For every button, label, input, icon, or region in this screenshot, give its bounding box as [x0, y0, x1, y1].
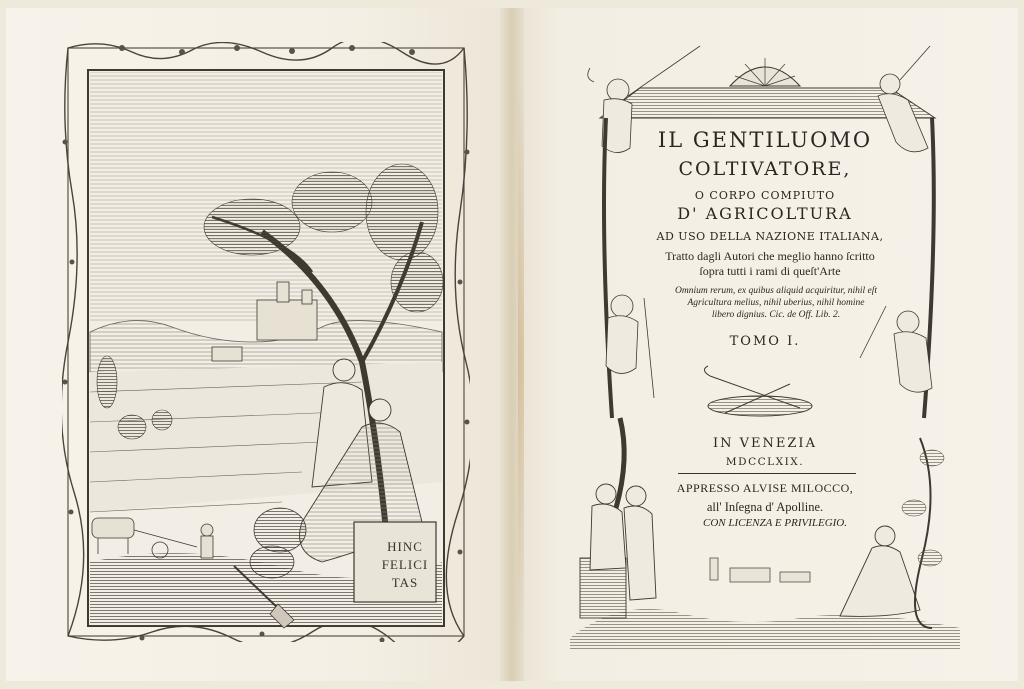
tablet-line-3: TAS	[391, 575, 419, 590]
volume-number: TOMO I.	[729, 334, 801, 349]
description-text	[610, 249, 930, 279]
quote-line-2: Agricultura melius, nihil uberius, nihil homine	[687, 298, 865, 308]
title-page	[560, 38, 970, 650]
latin-quote	[616, 285, 936, 321]
frontispiece-engraving	[62, 42, 470, 642]
page-stain	[518, 80, 524, 640]
dedication-line: AD USO DELLA NAZIONE ITALIANA,	[656, 230, 884, 243]
quote-line-3: libero dignius. Cic. de Off. Lib. 2.	[711, 310, 841, 320]
title-line-3: D' AGRICOLTURA	[677, 204, 853, 223]
inscription-tablet	[360, 526, 450, 604]
description-line-2: ſopra tutti i rami di queſt'Arte	[699, 264, 841, 278]
imprint-license: CON LICENZA E PRIVILEGIO.	[702, 517, 848, 529]
imprint-publisher: APPRESSO ALVISE MILOCCO,	[676, 481, 854, 495]
quote-line-1: Omnium rerum, ex quibus aliquid acquiritur, nihil eſt	[674, 286, 878, 296]
subtitle-line: O CORPO COMPIUTO	[694, 189, 836, 202]
imprint-sign: all' Inſegna d' Apolline.	[706, 500, 824, 514]
title-line-2: COLTIVATORE,	[678, 158, 852, 180]
tablet-line-2: FELICI	[381, 557, 429, 572]
tablet-line-1: HINC	[387, 539, 423, 554]
imprint-place: IN VENEZIA	[713, 436, 817, 451]
title-line-1: IL GENTILUOMO	[657, 128, 873, 152]
imprint-rule	[678, 473, 856, 474]
description-line-1: Tratto dagli Autori che meglio hanno ſcritto	[665, 249, 875, 263]
imprint-year: MDCCLXIX.	[725, 456, 805, 468]
